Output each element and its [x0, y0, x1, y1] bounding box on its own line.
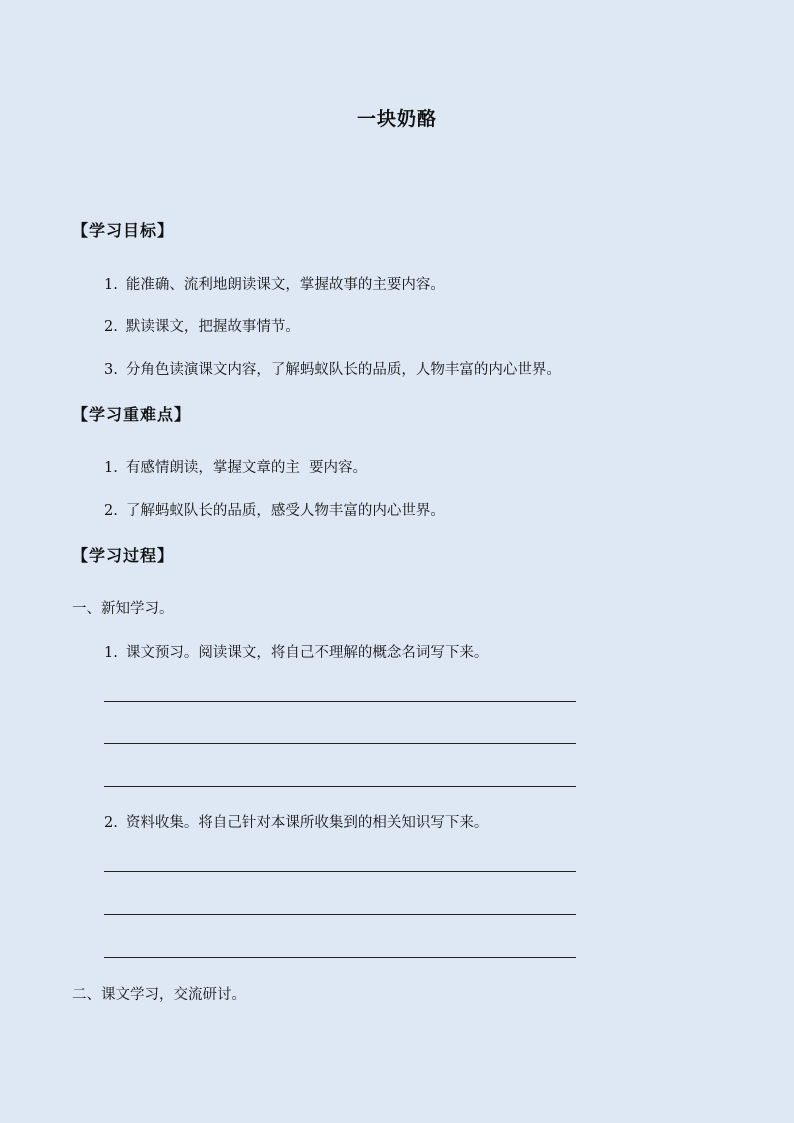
answer-line[interactable] [104, 743, 576, 744]
goal-item-text: 默读课文，把握故事情节。 [125, 319, 300, 335]
section-heading-process: 【学习过程】 [72, 546, 175, 565]
part-one-title: 一、新知学习。 [72, 601, 174, 617]
answer-line[interactable] [104, 957, 576, 958]
answer-line[interactable] [104, 914, 576, 915]
task-number: 1. [104, 645, 118, 661]
key-point-number: 1. [104, 460, 118, 476]
task-text: 课文预习。阅读课文，将自己不理解的概念名词写下来。 [125, 645, 489, 661]
answer-line[interactable] [104, 701, 576, 702]
goal-item-1 [104, 273, 445, 294]
goal-item-3 [104, 358, 561, 379]
goal-item-number: 2. [104, 319, 118, 335]
key-point-text: 了解蚂蚁队长的品质，感受人物丰富的内心世界。 [125, 503, 445, 519]
task-number: 2. [104, 815, 118, 831]
key-point-text: 有感情朗读，掌握文章的主 要内容。 [125, 460, 368, 476]
goal-item-text: 能准确、流利地朗读课文，掌握故事的主要内容。 [125, 277, 445, 293]
goal-item-number: 3. [104, 362, 118, 378]
section-heading-goals: 【学习目标】 [72, 221, 175, 240]
page-title: 一块奶酪 [356, 108, 437, 130]
task-item-1 [104, 641, 488, 662]
part-two-title: 二、课文学习，交流研讨。 [72, 987, 246, 1003]
key-point-item-1 [104, 456, 367, 477]
goal-item-number: 1. [104, 277, 118, 293]
goal-item-2 [104, 315, 300, 336]
key-point-item-2 [104, 499, 445, 520]
key-point-number: 2. [104, 503, 118, 519]
task-item-2 [104, 811, 488, 832]
goal-item-text: 分角色读演课文内容，了解蚂蚁队长的品质，人物丰富的内心世界。 [125, 362, 561, 378]
answer-line[interactable] [104, 871, 576, 872]
section-heading-key-points: 【学习重难点】 [72, 405, 192, 424]
answer-line[interactable] [104, 786, 576, 787]
task-text: 资料收集。将自己针对本课所收集到的相关知识写下来。 [125, 815, 489, 831]
